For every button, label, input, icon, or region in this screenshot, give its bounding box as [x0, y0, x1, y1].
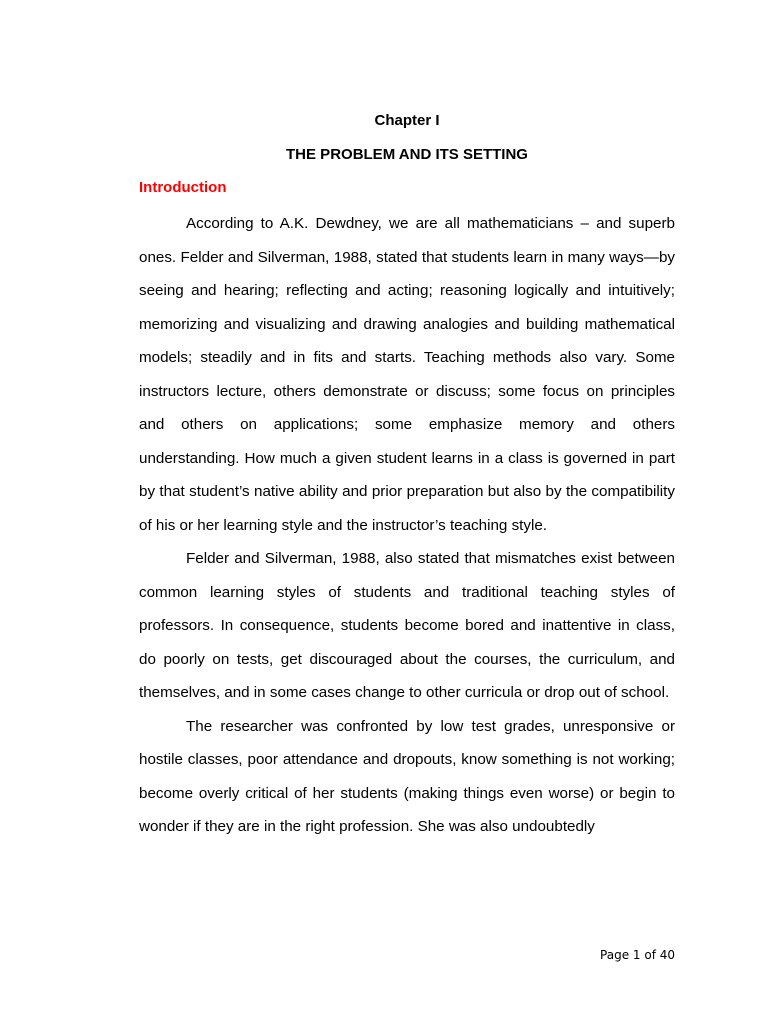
- paragraph-1: According to A.K. Dewdney, we are all mathematicians – and superb ones. Felder and Silverman, 1988, stated that students learn in many ways—by seeing and hearing; reflecting and acting; reasoning logically and intuitively; memorizing and visualizing and drawing analogies and building mathematical models; steadily and in fits and starts. Teaching methods also vary. Some instructors lecture, others demonstrate or discuss; some focus on principles and others on applications; some emphasize memory and others understanding. How much a given student learns in a class is governed in part by that student’s native ability and prior preparation but also by the compatibility of his or her learning style and the instructor’s teaching style.: [139, 215, 675, 534]
- paragraph-3: The researcher was confronted by low test grades, unresponsive or hostile classes, poor attendance and dropouts, know something is not working; become overly critical of her students (making things even worse) or begin to wonder if they are in the right profession. She was also undoubtedly: [139, 717, 675, 835]
- body-text: [139, 207, 675, 844]
- page-number-footer: Page 1 of 40: [600, 948, 675, 962]
- chapter-label: Chapter I: [374, 112, 440, 129]
- section-heading-introduction: Introduction: [139, 179, 227, 196]
- chapter-title: THE PROBLEM AND ITS SETTING: [286, 146, 528, 163]
- paragraph-2: Felder and Silverman, 1988, also stated that mismatches exist between common learning styles of students and traditional teaching styles of professors. In consequence, students become bored and inattentive in class, do poorly on tests, get discouraged about the courses, the curriculum, and themselves, and in some cases change to other curricula or drop out of school.: [139, 550, 675, 701]
